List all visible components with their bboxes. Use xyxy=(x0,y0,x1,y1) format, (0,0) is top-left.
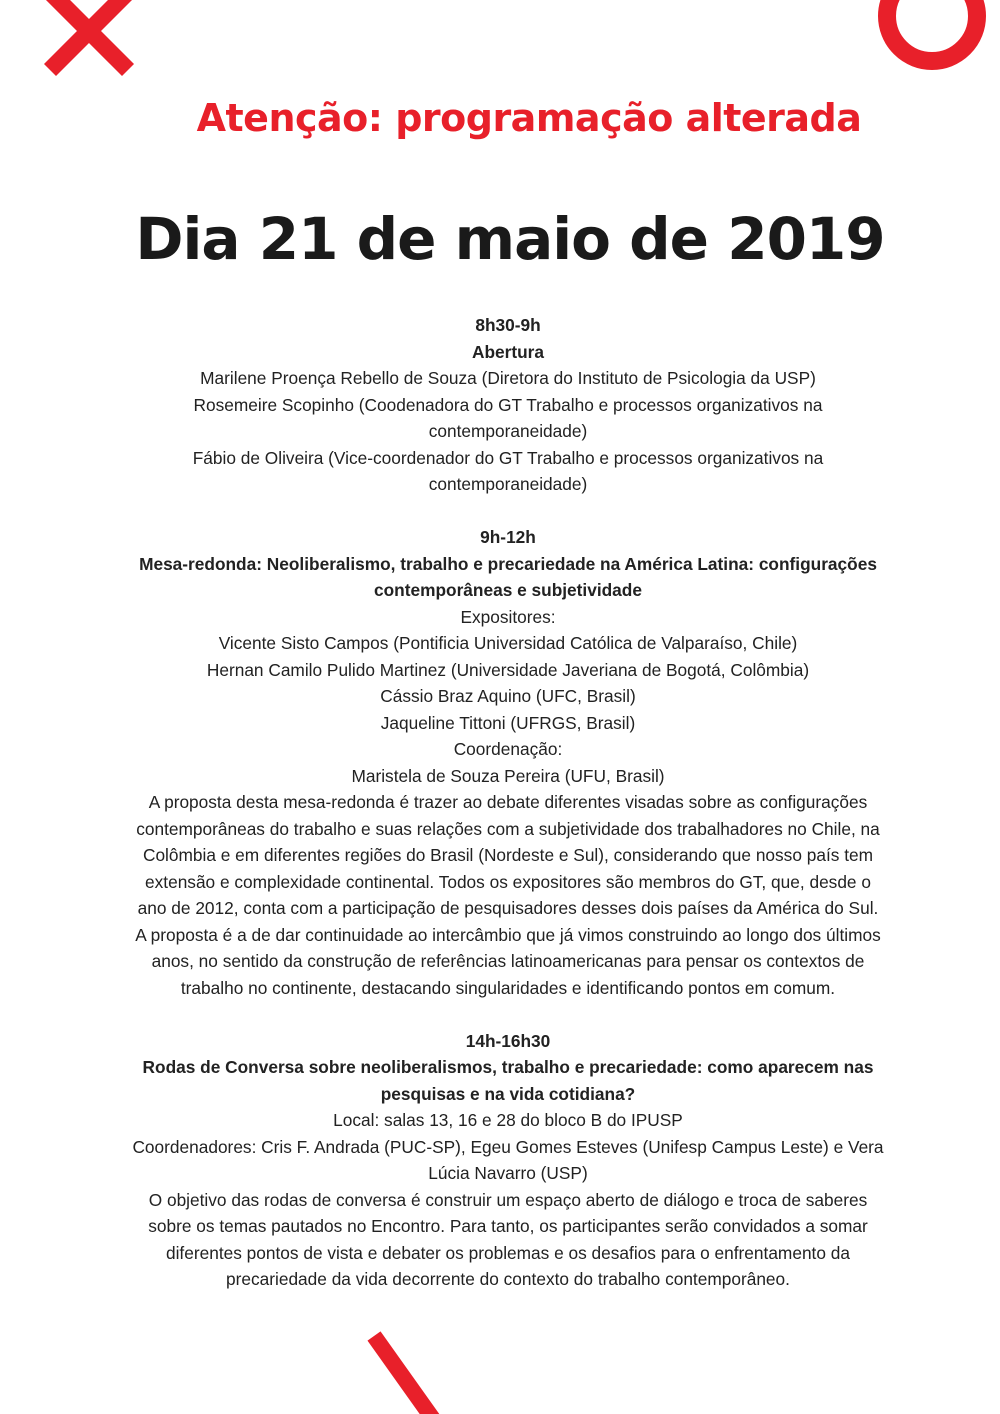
session-time: 9h-12h xyxy=(480,527,536,547)
session-line: Coordenação: xyxy=(453,739,563,759)
session-line: Jaqueline Tittoni (UFRGS, Brasil) xyxy=(380,712,636,733)
session-description: A proposta desta mesa-redonda é trazer ao debate diferentes visadas sobre as configurações contemporâneas do trabalho e suas relações com a subjetividade dos trabalhadores no Chile, na Colômbia e em diferentes regiões do Brasil (Nordeste e Sul), considerando que nosso país tem extensão e complexidade continental. Todos os expositores são membros do GT, que, desde o ano de 2012, conta com a participação de pesquisadores desses dois países da América do Sul. A proposta é a de dar continuidade ao intercâmbio que já vimos construindo ao longo dos últimos anos, no sentido da construção de referências latinoamericanas para pensar os contextos de trabalho no continente, destacando singularidades e identificando pontos em comum. xyxy=(135,792,881,998)
session-line: Coordenadores: Cris F. Andrada (PUC-SP), Egeu Gomes Esteves (Unifesp Campus Leste) e Vera Lúcia Navarro (USP) xyxy=(132,1136,884,1183)
ring-shape xyxy=(878,0,986,70)
session-line: Hernan Camilo Pulido Martinez (Universidade Javeriana de Bogotá, Colômbia) xyxy=(206,659,810,680)
program-content xyxy=(130,312,886,1319)
session-heading: Mesa-redonda: Neoliberalismo, trabalho e precariedade na América Latina: configurações contemporâneas e subjetividade xyxy=(139,553,877,600)
page-title: Dia 21 de maio de 2019 xyxy=(135,205,885,273)
slash-shape xyxy=(360,1330,450,1414)
session-heading: Abertura xyxy=(471,341,545,362)
session-line: Marilene Proença Rebello de Souza (Diretora do Instituto de Psicologia da USP) xyxy=(200,368,816,388)
session-line: Maristela de Souza Pereira (UFU, Brasil) xyxy=(351,765,665,786)
session-heading: Rodas de Conversa sobre neoliberalismos, trabalho e precariedade: como aparecem nas pesquisas e na vida cotidiana? xyxy=(142,1057,874,1104)
session-roundtable xyxy=(130,524,886,1001)
x-mark-shape xyxy=(40,0,150,80)
alert-heading: Atenção: programação alterada xyxy=(196,96,862,140)
session-conversation-circles xyxy=(130,1028,886,1293)
session-description: O objetivo das rodas de conversa é construir um espaço aberto de diálogo e troca de saberes sobre os temas pautados no Encontro. Para tanto, os participantes serão convidados a somar diferentes pontos de vista e debater os problemas e os desafios para o enfrentamento da precariedade da vida decorrente do contexto do trabalho contemporâneo. xyxy=(148,1189,868,1289)
session-line: Local: salas 13, 16 e 28 do bloco B do IPUSP xyxy=(333,1110,683,1130)
session-opening xyxy=(130,312,886,498)
session-time: 8h30-9h xyxy=(475,315,541,335)
session-time: 14h-16h30 xyxy=(465,1030,551,1051)
session-line: Rosemeire Scopinho (Coodenadora do GT Trabalho e processos organizativos na contemporaneidade) xyxy=(193,394,823,441)
session-line: Vicente Sisto Campos (Pontificia Universidad Católica de Valparaíso, Chile) xyxy=(218,633,798,653)
session-line: Cássio Braz Aquino (UFC, Brasil) xyxy=(380,686,636,706)
session-line: Fábio de Oliveira (Vice-coordenador do GT Trabalho e processos organizativos na contemporaneidade) xyxy=(192,447,824,494)
session-line: Expositores: xyxy=(460,606,556,627)
